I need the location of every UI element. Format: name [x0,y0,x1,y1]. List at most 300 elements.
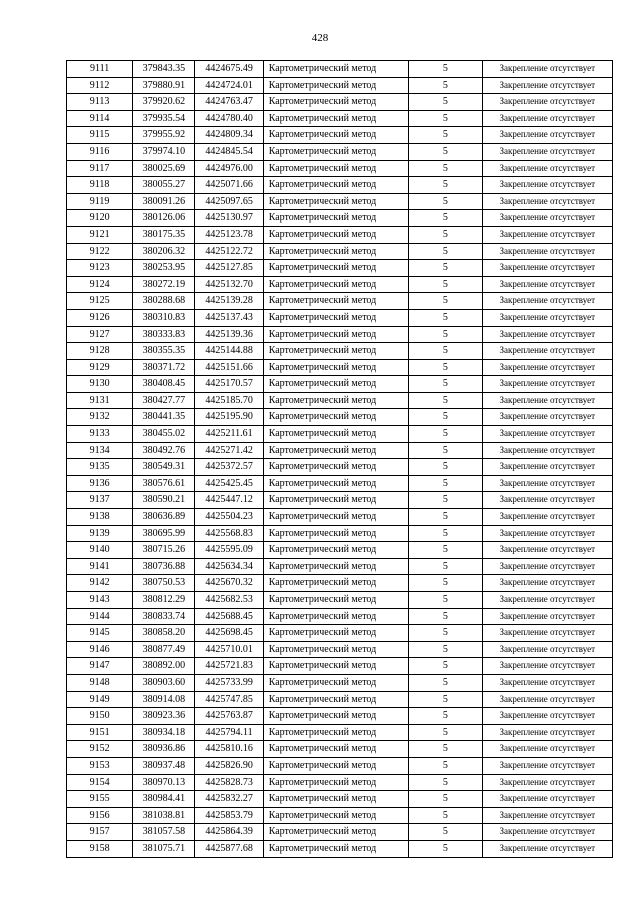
fixation-cell: Закрепление отсутствует [482,641,613,658]
y-coordinate-cell: 4425794.11 [195,724,263,741]
y-coordinate-cell: 4425698.45 [195,625,263,642]
y-coordinate-cell: 4425139.28 [195,293,263,310]
y-coordinate-cell: 4425682.53 [195,592,263,609]
point-number-cell: 9143 [67,592,133,609]
accuracy-cell: 5 [409,359,482,376]
y-coordinate-cell: 4425828.73 [195,774,263,791]
x-coordinate-cell: 380055.27 [133,177,195,194]
y-coordinate-cell: 4424780.40 [195,110,263,127]
x-coordinate-cell: 380427.77 [133,392,195,409]
accuracy-cell: 5 [409,293,482,310]
fixation-cell: Закрепление отсутствует [482,409,613,426]
accuracy-cell: 5 [409,276,482,293]
accuracy-cell: 5 [409,608,482,625]
accuracy-cell: 5 [409,475,482,492]
fixation-cell: Закрепление отсутствует [482,77,613,94]
method-cell: Картометрический метод [263,127,409,144]
method-cell: Картометрический метод [263,143,409,160]
method-cell: Картометрический метод [263,658,409,675]
table-row [67,674,613,691]
accuracy-cell: 5 [409,326,482,343]
accuracy-cell: 5 [409,774,482,791]
point-number-cell: 9133 [67,426,133,443]
method-cell: Картометрический метод [263,409,409,426]
page-number: 428 [311,32,329,44]
accuracy-cell: 5 [409,791,482,808]
method-cell: Картометрический метод [263,691,409,708]
point-number-cell: 9125 [67,293,133,310]
point-number-cell: 9128 [67,343,133,360]
table-row [67,61,613,78]
x-coordinate-cell: 380355.35 [133,343,195,360]
x-coordinate-cell: 380877.49 [133,641,195,658]
point-number-cell: 9147 [67,658,133,675]
method-cell: Картометрический метод [263,840,409,857]
accuracy-cell: 5 [409,210,482,227]
table-row [67,343,613,360]
method-cell: Картометрический метод [263,61,409,78]
fixation-cell: Закрепление отсутствует [482,840,613,857]
method-cell: Картометрический метод [263,791,409,808]
x-coordinate-cell: 381075.71 [133,840,195,857]
table-row [67,160,613,177]
accuracy-cell: 5 [409,392,482,409]
fixation-cell: Закрепление отсутствует [482,293,613,310]
point-number-cell: 9123 [67,260,133,277]
method-cell: Картометрический метод [263,757,409,774]
accuracy-cell: 5 [409,757,482,774]
accuracy-cell: 5 [409,708,482,725]
accuracy-cell: 5 [409,575,482,592]
fixation-cell: Закрепление отсутствует [482,741,613,758]
x-coordinate-cell: 380636.89 [133,509,195,526]
table-row [67,592,613,609]
accuracy-cell: 5 [409,625,482,642]
accuracy-cell: 5 [409,558,482,575]
method-cell: Картометрический метод [263,509,409,526]
accuracy-cell: 5 [409,110,482,127]
x-coordinate-cell: 380903.60 [133,674,195,691]
x-coordinate-cell: 379880.91 [133,77,195,94]
point-number-cell: 9120 [67,210,133,227]
x-coordinate-cell: 380272.19 [133,276,195,293]
y-coordinate-cell: 4425122.72 [195,243,263,260]
method-cell: Картометрический метод [263,575,409,592]
accuracy-cell: 5 [409,77,482,94]
accuracy-cell: 5 [409,409,482,426]
x-coordinate-cell: 380833.74 [133,608,195,625]
table-row [67,658,613,675]
point-number-cell: 9146 [67,641,133,658]
y-coordinate-cell: 4425132.70 [195,276,263,293]
method-cell: Картометрический метод [263,475,409,492]
point-number-cell: 9117 [67,160,133,177]
x-coordinate-cell: 380253.95 [133,260,195,277]
x-coordinate-cell: 380549.31 [133,459,195,476]
method-cell: Картометрический метод [263,542,409,559]
point-number-cell: 9138 [67,509,133,526]
table-row [67,475,613,492]
x-coordinate-cell: 379843.35 [133,61,195,78]
table-row [67,77,613,94]
fixation-cell: Закрепление отсутствует [482,658,613,675]
fixation-cell: Закрепление отсутствует [482,674,613,691]
fixation-cell: Закрепление отсутствует [482,143,613,160]
accuracy-cell: 5 [409,143,482,160]
fixation-cell: Закрепление отсутствует [482,343,613,360]
method-cell: Картометрический метод [263,392,409,409]
y-coordinate-cell: 4425853.79 [195,807,263,824]
fixation-cell: Закрепление отсутствует [482,592,613,609]
point-number-cell: 9124 [67,276,133,293]
fixation-cell: Закрепление отсутствует [482,608,613,625]
method-cell: Картометрический метод [263,807,409,824]
x-coordinate-cell: 380750.53 [133,575,195,592]
x-coordinate-cell: 380970.13 [133,774,195,791]
y-coordinate-cell: 4425447.12 [195,492,263,509]
y-coordinate-cell: 4425071.66 [195,177,263,194]
point-number-cell: 9114 [67,110,133,127]
y-coordinate-cell: 4425271.42 [195,442,263,459]
y-coordinate-cell: 4425151.66 [195,359,263,376]
table-row [67,459,613,476]
method-cell: Картометрический метод [263,326,409,343]
accuracy-cell: 5 [409,824,482,841]
x-coordinate-cell: 380576.61 [133,475,195,492]
accuracy-cell: 5 [409,525,482,542]
table-row [67,442,613,459]
coordinates-table [66,60,613,858]
method-cell: Картометрический метод [263,276,409,293]
x-coordinate-cell: 380937.48 [133,757,195,774]
method-cell: Картометрический метод [263,708,409,725]
method-cell: Картометрический метод [263,110,409,127]
table-row [67,193,613,210]
y-coordinate-cell: 4425568.83 [195,525,263,542]
point-number-cell: 9140 [67,542,133,559]
method-cell: Картометрический метод [263,243,409,260]
y-coordinate-cell: 4425372.57 [195,459,263,476]
fixation-cell: Закрепление отсутствует [482,724,613,741]
method-cell: Картометрический метод [263,193,409,210]
table-row [67,492,613,509]
x-coordinate-cell: 379935.54 [133,110,195,127]
accuracy-cell: 5 [409,177,482,194]
fixation-cell: Закрепление отсутствует [482,376,613,393]
x-coordinate-cell: 380175.35 [133,226,195,243]
x-coordinate-cell: 380736.88 [133,558,195,575]
x-coordinate-cell: 380492.76 [133,442,195,459]
accuracy-cell: 5 [409,840,482,857]
x-coordinate-cell: 380025.69 [133,160,195,177]
fixation-cell: Закрепление отсутствует [482,226,613,243]
x-coordinate-cell: 380408.45 [133,376,195,393]
y-coordinate-cell: 4425710.01 [195,641,263,658]
fixation-cell: Закрепление отсутствует [482,160,613,177]
table-row [67,608,613,625]
fixation-cell: Закрепление отсутствует [482,309,613,326]
method-cell: Картометрический метод [263,674,409,691]
y-coordinate-cell: 4425127.85 [195,260,263,277]
accuracy-cell: 5 [409,309,482,326]
point-number-cell: 9135 [67,459,133,476]
accuracy-cell: 5 [409,376,482,393]
x-coordinate-cell: 380091.26 [133,193,195,210]
point-number-cell: 9127 [67,326,133,343]
x-coordinate-cell: 380590.21 [133,492,195,509]
fixation-cell: Закрепление отсутствует [482,691,613,708]
method-cell: Картометрический метод [263,724,409,741]
accuracy-cell: 5 [409,592,482,609]
accuracy-cell: 5 [409,509,482,526]
method-cell: Картометрический метод [263,226,409,243]
y-coordinate-cell: 4425195.90 [195,409,263,426]
method-cell: Картометрический метод [263,77,409,94]
table-row [67,791,613,808]
method-cell: Картометрический метод [263,741,409,758]
fixation-cell: Закрепление отсутствует [482,807,613,824]
table-row [67,110,613,127]
x-coordinate-cell: 379974.10 [133,143,195,160]
table-row [67,575,613,592]
method-cell: Картометрический метод [263,293,409,310]
accuracy-cell: 5 [409,641,482,658]
method-cell: Картометрический метод [263,459,409,476]
point-number-cell: 9137 [67,492,133,509]
point-number-cell: 9131 [67,392,133,409]
table-row [67,326,613,343]
y-coordinate-cell: 4425877.68 [195,840,263,857]
y-coordinate-cell: 4424845.54 [195,143,263,160]
y-coordinate-cell: 4425170.57 [195,376,263,393]
method-cell: Картометрический метод [263,525,409,542]
x-coordinate-cell: 380695.99 [133,525,195,542]
x-coordinate-cell: 380206.32 [133,243,195,260]
y-coordinate-cell: 4425634.34 [195,558,263,575]
method-cell: Картометрический метод [263,442,409,459]
table-row [67,143,613,160]
y-coordinate-cell: 4425826.90 [195,757,263,774]
x-coordinate-cell: 380441.35 [133,409,195,426]
method-cell: Картометрический метод [263,359,409,376]
fixation-cell: Закрепление отсутствует [482,459,613,476]
table-row [67,525,613,542]
fixation-cell: Закрепление отсутствует [482,492,613,509]
fixation-cell: Закрепление отсутствует [482,757,613,774]
fixation-cell: Закрепление отсутствует [482,110,613,127]
accuracy-cell: 5 [409,343,482,360]
point-number-cell: 9150 [67,708,133,725]
fixation-cell: Закрепление отсутствует [482,326,613,343]
table-row [67,260,613,277]
point-number-cell: 9113 [67,94,133,111]
table-row [67,824,613,841]
y-coordinate-cell: 4425864.39 [195,824,263,841]
point-number-cell: 9154 [67,774,133,791]
x-coordinate-cell: 380914.08 [133,691,195,708]
table-row [67,542,613,559]
point-number-cell: 9134 [67,442,133,459]
method-cell: Картометрический метод [263,94,409,111]
point-number-cell: 9144 [67,608,133,625]
method-cell: Картометрический метод [263,260,409,277]
y-coordinate-cell: 4425688.45 [195,608,263,625]
table-row [67,409,613,426]
table-row [67,558,613,575]
y-coordinate-cell: 4424724.01 [195,77,263,94]
fixation-cell: Закрепление отсутствует [482,774,613,791]
fixation-cell: Закрепление отсутствует [482,193,613,210]
method-cell: Картометрический метод [263,177,409,194]
table-row [67,509,613,526]
accuracy-cell: 5 [409,658,482,675]
fixation-cell: Закрепление отсутствует [482,542,613,559]
table-row [67,426,613,443]
point-number-cell: 9132 [67,409,133,426]
accuracy-cell: 5 [409,160,482,177]
x-coordinate-cell: 381038.81 [133,807,195,824]
x-coordinate-cell: 380934.18 [133,724,195,741]
method-cell: Картометрический метод [263,592,409,609]
point-number-cell: 9136 [67,475,133,492]
method-cell: Картометрический метод [263,641,409,658]
table-row [67,127,613,144]
fixation-cell: Закрепление отсутствует [482,558,613,575]
table-row [67,243,613,260]
point-number-cell: 9153 [67,757,133,774]
x-coordinate-cell: 381057.58 [133,824,195,841]
point-number-cell: 9139 [67,525,133,542]
method-cell: Картометрический метод [263,309,409,326]
fixation-cell: Закрепление отсутствует [482,525,613,542]
table-row [67,177,613,194]
x-coordinate-cell: 380371.72 [133,359,195,376]
fixation-cell: Закрепление отсутствует [482,575,613,592]
method-cell: Картометрический метод [263,625,409,642]
x-coordinate-cell: 380455.02 [133,426,195,443]
point-number-cell: 9130 [67,376,133,393]
point-number-cell: 9126 [67,309,133,326]
accuracy-cell: 5 [409,807,482,824]
point-number-cell: 9115 [67,127,133,144]
fixation-cell: Закрепление отсутствует [482,824,613,841]
x-coordinate-cell: 380310.83 [133,309,195,326]
y-coordinate-cell: 4425733.99 [195,674,263,691]
accuracy-cell: 5 [409,724,482,741]
accuracy-cell: 5 [409,459,482,476]
y-coordinate-cell: 4425130.97 [195,210,263,227]
x-coordinate-cell: 380984.41 [133,791,195,808]
x-coordinate-cell: 380715.26 [133,542,195,559]
fixation-cell: Закрепление отсутствует [482,509,613,526]
table-row [67,724,613,741]
y-coordinate-cell: 4425211.61 [195,426,263,443]
y-coordinate-cell: 4425137.43 [195,309,263,326]
y-coordinate-cell: 4425097.65 [195,193,263,210]
accuracy-cell: 5 [409,127,482,144]
fixation-cell: Закрепление отсутствует [482,210,613,227]
fixation-cell: Закрепление отсутствует [482,243,613,260]
fixation-cell: Закрепление отсутствует [482,625,613,642]
x-coordinate-cell: 380923.36 [133,708,195,725]
y-coordinate-cell: 4425139.36 [195,326,263,343]
accuracy-cell: 5 [409,94,482,111]
point-number-cell: 9151 [67,724,133,741]
point-number-cell: 9148 [67,674,133,691]
point-number-cell: 9157 [67,824,133,841]
table-row [67,840,613,857]
coordinates-table-body [67,61,613,858]
x-coordinate-cell: 380936.86 [133,741,195,758]
table-row [67,94,613,111]
y-coordinate-cell: 4425810.16 [195,741,263,758]
table-row [67,691,613,708]
fixation-cell: Закрепление отсутствует [482,442,613,459]
x-coordinate-cell: 380126.06 [133,210,195,227]
y-coordinate-cell: 4425144.88 [195,343,263,360]
table-row [67,226,613,243]
table-row [67,210,613,227]
table-row [67,309,613,326]
y-coordinate-cell: 4425595.09 [195,542,263,559]
y-coordinate-cell: 4425123.78 [195,226,263,243]
x-coordinate-cell: 379955.92 [133,127,195,144]
point-number-cell: 9119 [67,193,133,210]
table-row [67,774,613,791]
accuracy-cell: 5 [409,243,482,260]
fixation-cell: Закрепление отсутствует [482,392,613,409]
table-row [67,392,613,409]
x-coordinate-cell: 379920.62 [133,94,195,111]
table-row [67,708,613,725]
point-number-cell: 9158 [67,840,133,857]
point-number-cell: 9141 [67,558,133,575]
accuracy-cell: 5 [409,492,482,509]
x-coordinate-cell: 380812.29 [133,592,195,609]
table-row [67,625,613,642]
table-row [67,757,613,774]
method-cell: Картометрический метод [263,824,409,841]
y-coordinate-cell: 4425832.27 [195,791,263,808]
accuracy-cell: 5 [409,193,482,210]
y-coordinate-cell: 4424976.00 [195,160,263,177]
point-number-cell: 9149 [67,691,133,708]
accuracy-cell: 5 [409,674,482,691]
accuracy-cell: 5 [409,226,482,243]
fixation-cell: Закрепление отсутствует [482,426,613,443]
fixation-cell: Закрепление отсутствует [482,61,613,78]
method-cell: Картометрический метод [263,492,409,509]
accuracy-cell: 5 [409,260,482,277]
point-number-cell: 9156 [67,807,133,824]
method-cell: Картометрический метод [263,558,409,575]
accuracy-cell: 5 [409,691,482,708]
point-number-cell: 9129 [67,359,133,376]
fixation-cell: Закрепление отсутствует [482,475,613,492]
point-number-cell: 9118 [67,177,133,194]
table-row [67,276,613,293]
point-number-cell: 9122 [67,243,133,260]
x-coordinate-cell: 380333.83 [133,326,195,343]
fixation-cell: Закрепление отсутствует [482,260,613,277]
point-number-cell: 9121 [67,226,133,243]
y-coordinate-cell: 4425763.87 [195,708,263,725]
method-cell: Картометрический метод [263,210,409,227]
fixation-cell: Закрепление отсутствует [482,276,613,293]
point-number-cell: 9116 [67,143,133,160]
method-cell: Картометрический метод [263,608,409,625]
y-coordinate-cell: 4425504.23 [195,509,263,526]
